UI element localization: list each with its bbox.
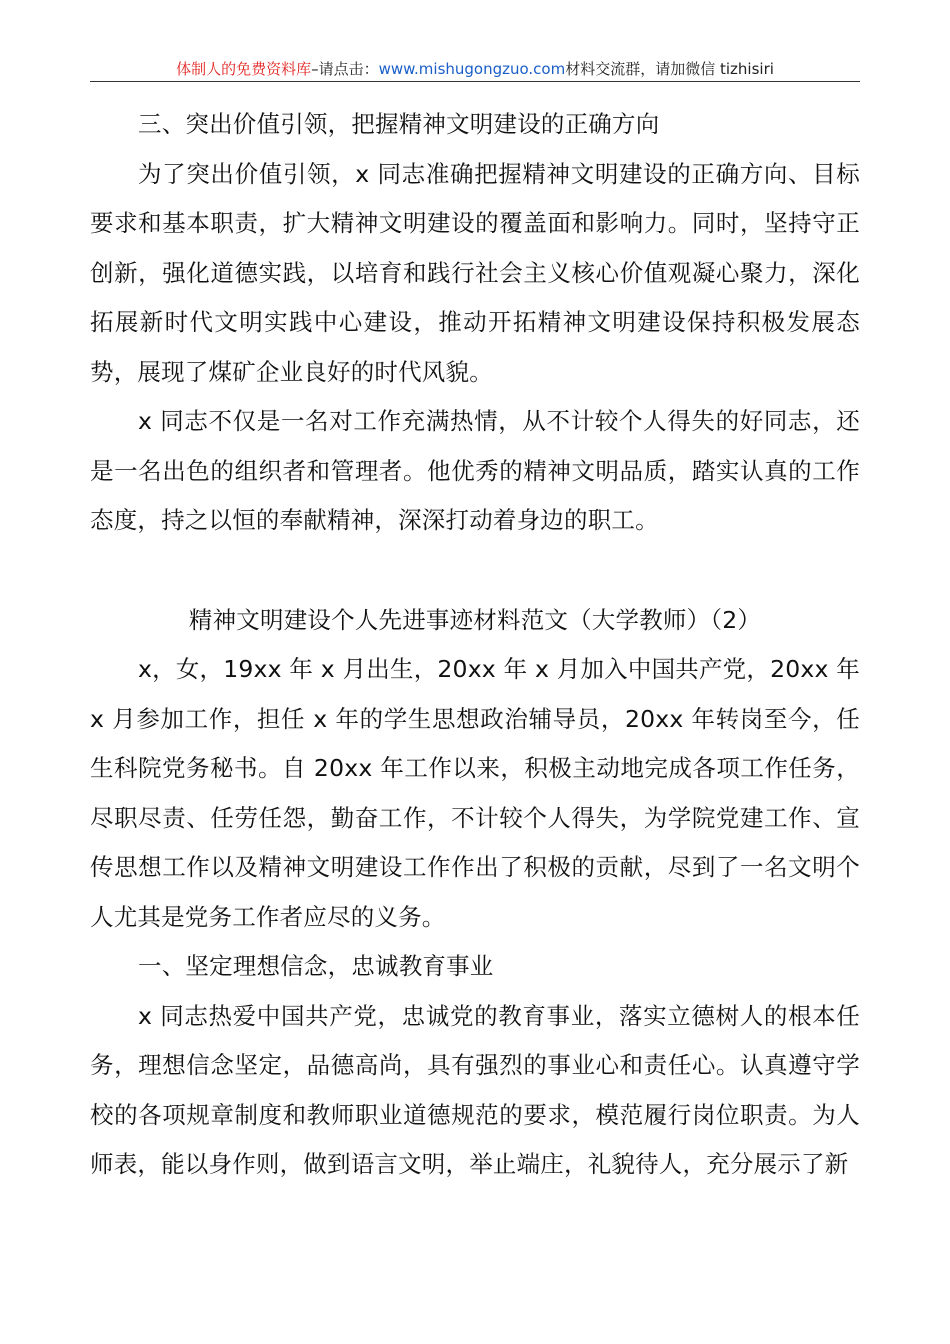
section-heading-1: 一、坚定理想信念，忠诚教育事业 — [138, 952, 494, 980]
header-brand: 体制人的免费资料库 — [176, 60, 312, 78]
paragraph: x，女，19xx 年 x 月出生，20xx 年 x 月加入中国共产党，20xx 年 x 月参加工作，担任 x 年的学生思想政治辅导员，20xx 年转岗至今，任生科院党务秘书。自 20xx 年工作以来，积极主动地完成各项工作任务，尽职尽责、任劳任怨，勤奋工作，不计较个人得失，为学院党建工作、宣传思想工作以及精神文明建设工作作出了积极的贡献，尽到了一名文明个人尤其是党务工作者应尽的义务。 — [90, 655, 860, 931]
section-heading-3: 三、突出价值引领，把握精神文明建设的正确方向 — [138, 110, 660, 138]
spacer — [90, 546, 860, 596]
paragraph: x 同志热爱中国共产党，忠诚党的教育事业，落实立德树人的根本任务，理想信念坚定，品德高尚，具有强烈的事业心和责任心。认真遵守学校的各项规章制度和教师职业道德规范的要求，模范履行岗位职责。为人师表，能以身作则，做到语言文明，举止端庄，礼貌待人，充分展示了新 — [90, 1001, 860, 1178]
article-title: 精神文明建设个人先进事迹材料范文（大学教师）（2） — [188, 605, 762, 634]
header-suffix: 材料交流群，请加微信 tizhisiri — [565, 60, 774, 78]
paragraph: x 同志不仅是一名对工作充满热情，从不计较个人得失的好同志，还是一名出色的组织者和管理者。他优秀的精神文明品质，踏实认真的工作态度，持之以恒的奉献精神，深深打动着身边的职工。 — [90, 407, 860, 534]
page-header — [90, 58, 860, 82]
header-prompt: –请点击： — [311, 60, 379, 78]
header-divider — [90, 81, 860, 82]
paragraph: 为了突出价值引领，x 同志准确把握精神文明建设的正确方向、目标要求和基本职责，扩大精神文明建设的覆盖面和影响力。同时，坚持守正创新，强化道德实践，以培育和践行社会主义核心价值观凝心聚力，深化拓展新时代文明实践中心建设，推动开拓精神文明建设保持积极发展态势，展现了煤矿企业良好的时代风貌。 — [90, 159, 860, 386]
header-url-link[interactable]: www.mishugongzuo.com — [378, 60, 566, 78]
document-body — [90, 100, 860, 1190]
